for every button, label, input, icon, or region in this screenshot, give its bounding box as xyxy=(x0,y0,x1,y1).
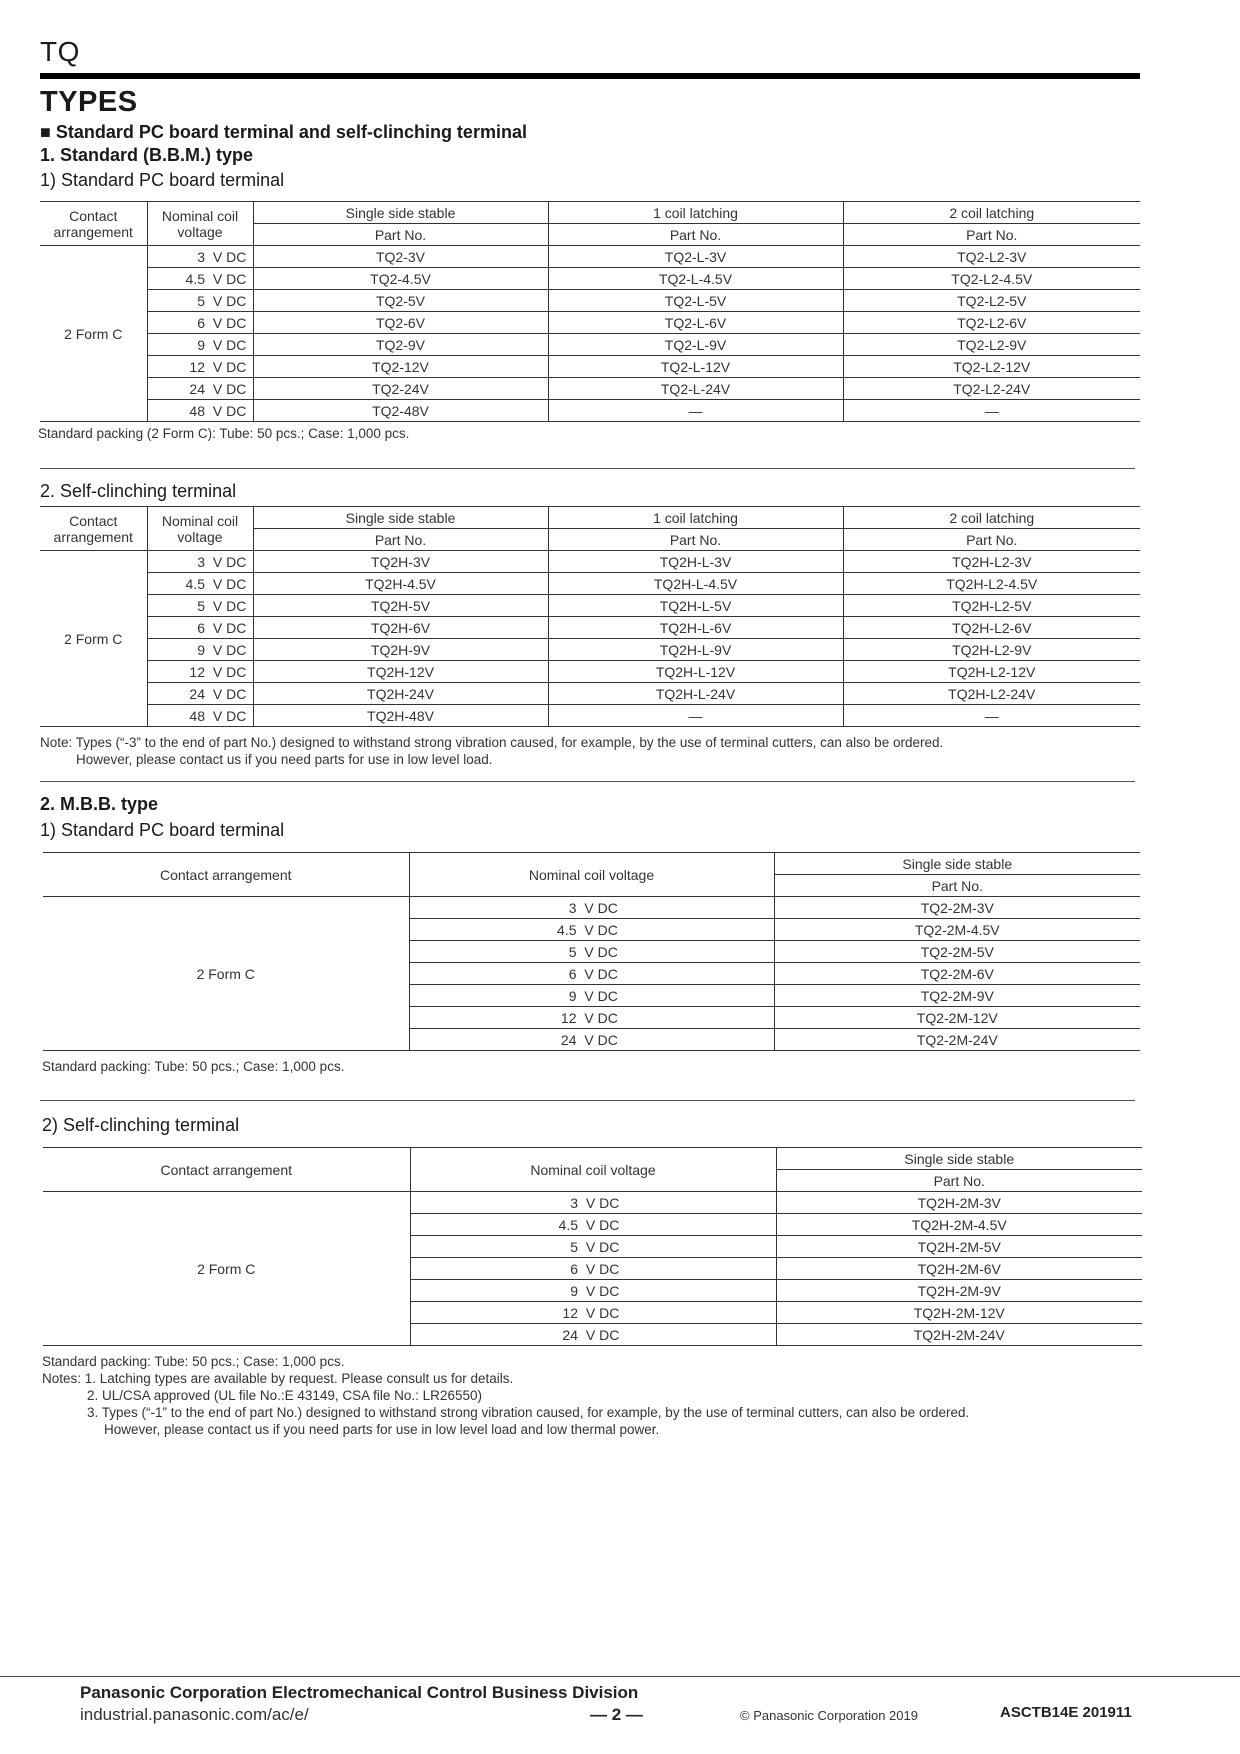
coil-voltage-cell xyxy=(409,941,774,963)
bbm-self-clinching-table xyxy=(40,506,1140,727)
part-no-2-coil-latching: TQ2-L2-12V xyxy=(843,356,1140,378)
table-row xyxy=(40,400,1140,422)
coil-voltage xyxy=(155,552,245,572)
coil-voltage-cell xyxy=(409,1029,774,1051)
table-row xyxy=(40,573,1140,595)
coil-voltage-cell xyxy=(410,1302,776,1324)
part-no-2-coil-latching: TQ2H-L2-6V xyxy=(843,617,1140,639)
voltage-unit: V DC xyxy=(585,1194,620,1211)
part-no-single-side-stable: TQ2H-2M-5V xyxy=(776,1236,1142,1258)
header-part-no: Part No. xyxy=(843,529,1140,551)
voltage-value: 24 xyxy=(562,1326,578,1343)
coil-voltage-cell xyxy=(147,400,253,422)
section-divider xyxy=(40,468,1135,469)
voltage-value: 6 xyxy=(197,619,205,636)
voltage-unit: V DC xyxy=(585,1326,620,1343)
contact-arrangement-cell: 2 Form C xyxy=(43,897,409,1051)
part-no-1-coil-latching: TQ2H-L-12V xyxy=(548,661,843,683)
header-nominal-coil-voltage: Nominal coil voltage xyxy=(147,507,253,551)
coil-voltage xyxy=(155,335,245,355)
part-no-1-coil-latching: TQ2H-L-9V xyxy=(548,639,843,661)
note-line: Notes: 1. Latching types are available by request. Please consult us for details. xyxy=(42,1371,514,1386)
voltage-unit: V DC xyxy=(212,314,247,331)
mbb-self-notes xyxy=(42,1353,969,1438)
voltage-value: 9 xyxy=(570,1282,578,1299)
bbm-self-title: 2. Self-clinching terminal xyxy=(40,481,237,501)
table-row xyxy=(40,334,1140,356)
voltage-value: 24 xyxy=(189,685,205,702)
coil-voltage-cell xyxy=(147,290,253,312)
coil-voltage xyxy=(155,640,245,660)
part-no-1-coil-latching: TQ2-L-6V xyxy=(548,312,843,334)
part-no-single-side-stable: TQ2-6V xyxy=(253,312,548,334)
note-line: However, please contact us if you need parts for use in low level load. xyxy=(76,752,493,767)
header-2-coil-latching: 2 coil latching xyxy=(843,507,1140,529)
header-nominal-coil-voltage: Nominal coil voltage xyxy=(147,202,253,246)
voltage-unit: V DC xyxy=(584,965,618,982)
coil-voltage-cell xyxy=(147,246,253,268)
coil-voltage xyxy=(155,618,245,638)
voltage-unit: V DC xyxy=(585,1304,620,1321)
note-line: 3. Types (“-1” to the end of part No.) designed to withstand strong vibration caused, for example, by the use of terminal cutters, can also be ordered. xyxy=(87,1405,970,1420)
coil-voltage xyxy=(547,986,637,1006)
part-no-single-side-stable: TQ2-3V xyxy=(253,246,548,268)
voltage-unit: V DC xyxy=(585,1238,620,1255)
voltage-unit: V DC xyxy=(212,597,247,614)
part-no-single-side-stable: TQ2-48V xyxy=(253,400,548,422)
voltage-value: 48 xyxy=(189,402,205,419)
part-no-single-side-stable: TQ2H-2M-24V xyxy=(776,1324,1142,1346)
header-nominal-coil-voltage: Nominal coil voltage xyxy=(410,1148,776,1192)
part-no-single-side-stable: TQ2H-12V xyxy=(253,661,548,683)
coil-voltage xyxy=(155,247,245,267)
voltage-unit: V DC xyxy=(584,899,618,916)
voltage-unit: V DC xyxy=(584,987,618,1004)
header-contact-arrangement: Contact arrangement xyxy=(43,853,409,897)
part-no-single-side-stable: TQ2-2M-24V xyxy=(774,1029,1140,1051)
voltage-value: 12 xyxy=(562,1304,578,1321)
coil-voltage-cell xyxy=(147,551,253,573)
mbb-type-title: 2. M.B.B. type xyxy=(40,794,159,814)
page-number: — 2 — xyxy=(590,1705,643,1724)
voltage-unit: V DC xyxy=(212,553,247,570)
coil-voltage xyxy=(548,1259,638,1279)
coil-voltage-cell xyxy=(147,312,253,334)
coil-voltage xyxy=(155,574,245,594)
voltage-unit: V DC xyxy=(584,1009,618,1026)
header-single-side-stable: Single side stable xyxy=(253,202,548,224)
voltage-value: 5 xyxy=(197,292,205,309)
mbb-std-title: 1) Standard PC board terminal xyxy=(40,820,285,840)
coil-voltage xyxy=(155,684,245,704)
voltage-value: 4.5 xyxy=(185,575,205,592)
packing-line: Standard packing: Tube: 50 pcs.; Case: 1,000 pcs. xyxy=(42,1354,345,1369)
part-no-2-coil-latching: TQ2H-L2-5V xyxy=(843,595,1140,617)
part-no-1-coil-latching: TQ2-L-4.5V xyxy=(548,268,843,290)
voltage-unit: V DC xyxy=(212,402,247,419)
part-no-2-coil-latching: TQ2-L2-5V xyxy=(843,290,1140,312)
part-no-1-coil-latching: TQ2H-L-3V xyxy=(548,551,843,573)
coil-voltage-cell xyxy=(409,919,774,941)
table-row xyxy=(40,268,1140,290)
part-no-2-coil-latching: TQ2-L2-6V xyxy=(843,312,1140,334)
table-row xyxy=(40,617,1140,639)
voltage-value: 6 xyxy=(197,314,205,331)
footer-company: Panasonic Corporation Electromechanical Control Business Division xyxy=(80,1683,639,1702)
header-nominal-coil-voltage: Nominal coil voltage xyxy=(409,853,774,897)
part-no-2-coil-latching: TQ2H-L2-12V xyxy=(843,661,1140,683)
voltage-value: 3 xyxy=(197,248,205,265)
voltage-unit: V DC xyxy=(585,1260,620,1277)
voltage-value: 6 xyxy=(570,1260,578,1277)
voltage-unit: V DC xyxy=(212,248,247,265)
coil-voltage-cell xyxy=(410,1324,776,1346)
part-no-single-side-stable: TQ2H-5V xyxy=(253,595,548,617)
voltage-value: 3 xyxy=(568,899,577,916)
header-single-side-stable: Single side stable xyxy=(774,853,1140,875)
voltage-unit: V DC xyxy=(212,292,247,309)
table-row xyxy=(40,595,1140,617)
header-part-no: Part No. xyxy=(548,529,843,551)
coil-voltage xyxy=(547,942,637,962)
voltage-unit: V DC xyxy=(212,707,247,724)
coil-voltage xyxy=(548,1325,638,1345)
voltage-unit: V DC xyxy=(212,380,247,397)
coil-voltage-cell xyxy=(410,1236,776,1258)
part-no-2-coil-latching: — xyxy=(843,705,1140,727)
part-no-1-coil-latching: TQ2H-L-5V xyxy=(548,595,843,617)
table-row xyxy=(40,639,1140,661)
note-line: Note: Types (“-3” to the end of part No.) designed to withstand strong vibration caused, for example, by the use of terminal cutters, can also be ordered. xyxy=(40,735,944,750)
footer-rule xyxy=(0,1676,1240,1677)
coil-voltage xyxy=(155,357,245,377)
mbb-self-title: 2) Self-clinching terminal xyxy=(42,1115,240,1135)
part-no-2-coil-latching: TQ2H-L2-3V xyxy=(843,551,1140,573)
contact-arrangement-cell: 2 Form C xyxy=(40,246,147,422)
part-no-2-coil-latching: TQ2H-L2-9V xyxy=(843,639,1140,661)
part-no-single-side-stable: TQ2H-6V xyxy=(253,617,548,639)
voltage-value: 12 xyxy=(189,663,205,680)
voltage-value: 12 xyxy=(560,1009,577,1026)
coil-voltage xyxy=(155,596,245,616)
table-row xyxy=(40,661,1140,683)
header-contact-arrangement: Contact arrangement xyxy=(43,1148,410,1192)
voltage-value: 12 xyxy=(189,358,205,375)
part-no-1-coil-latching: TQ2-L-24V xyxy=(548,378,843,400)
header-single-side-stable: Single side stable xyxy=(776,1148,1142,1170)
section-divider xyxy=(40,1100,1135,1101)
part-no-single-side-stable: TQ2-2M-3V xyxy=(774,897,1140,919)
section-title: ■ Standard PC board terminal and self-clinching terminal xyxy=(40,122,527,142)
coil-voltage xyxy=(155,313,245,333)
series-name: TQ xyxy=(40,36,80,67)
header-part-no: Part No. xyxy=(253,224,548,246)
voltage-value: 5 xyxy=(570,1238,578,1255)
part-no-1-coil-latching: TQ2H-L-4.5V xyxy=(548,573,843,595)
section-divider xyxy=(40,781,1135,782)
coil-voltage-cell xyxy=(409,897,774,919)
voltage-value: 5 xyxy=(568,943,577,960)
coil-voltage xyxy=(547,1008,637,1028)
part-no-single-side-stable: TQ2H-2M-4.5V xyxy=(776,1214,1142,1236)
coil-voltage-cell xyxy=(147,705,253,727)
voltage-value: 48 xyxy=(189,707,205,724)
voltage-unit: V DC xyxy=(585,1282,620,1299)
part-no-single-side-stable: TQ2-12V xyxy=(253,356,548,378)
header-1-coil-latching: 1 coil latching xyxy=(548,507,843,529)
coil-voltage-cell xyxy=(147,661,253,683)
document-code: ASCTB14E 201911 xyxy=(1000,1704,1132,1721)
header-contact-arrangement: Contact arrangement xyxy=(40,202,147,246)
coil-voltage-cell xyxy=(147,334,253,356)
table-row xyxy=(40,246,1140,268)
voltage-unit: V DC xyxy=(212,685,247,702)
part-no-single-side-stable: TQ2H-3V xyxy=(253,551,548,573)
voltage-unit: V DC xyxy=(212,575,247,592)
part-no-1-coil-latching: TQ2-L-3V xyxy=(548,246,843,268)
header-single-side-stable: Single side stable xyxy=(253,507,548,529)
coil-voltage xyxy=(155,706,245,726)
coil-voltage-cell xyxy=(147,378,253,400)
part-no-single-side-stable: TQ2H-24V xyxy=(253,683,548,705)
bbm-std-packing: Standard packing (2 Form C): Tube: 50 pcs.; Case: 1,000 pcs. xyxy=(38,426,410,441)
part-no-single-side-stable: TQ2H-2M-12V xyxy=(776,1302,1142,1324)
table-row xyxy=(43,897,1140,919)
part-no-2-coil-latching: TQ2-L2-24V xyxy=(843,378,1140,400)
coil-voltage-cell xyxy=(410,1192,776,1214)
part-no-2-coil-latching: TQ2-L2-9V xyxy=(843,334,1140,356)
part-no-single-side-stable: TQ2H-48V xyxy=(253,705,548,727)
coil-voltage xyxy=(155,291,245,311)
coil-voltage xyxy=(155,662,245,682)
part-no-single-side-stable: TQ2H-2M-3V xyxy=(776,1192,1142,1214)
coil-voltage-cell xyxy=(147,356,253,378)
part-no-single-side-stable: TQ2-4.5V xyxy=(253,268,548,290)
header-part-no: Part No. xyxy=(548,224,843,246)
voltage-value: 6 xyxy=(568,965,577,982)
part-no-single-side-stable: TQ2H-4.5V xyxy=(253,573,548,595)
coil-voltage-cell xyxy=(147,683,253,705)
voltage-unit: V DC xyxy=(212,336,247,353)
part-no-single-side-stable: TQ2H-2M-6V xyxy=(776,1258,1142,1280)
bbm-type-title: 1. Standard (B.B.M.) type xyxy=(40,145,254,165)
bbm-std-title: 1) Standard PC board terminal xyxy=(40,170,285,190)
part-no-1-coil-latching: TQ2-L-12V xyxy=(548,356,843,378)
coil-voltage xyxy=(547,1030,637,1050)
voltage-value: 9 xyxy=(568,987,577,1004)
coil-voltage xyxy=(547,964,637,984)
header-part-no: Part No. xyxy=(774,875,1140,897)
voltage-unit: V DC xyxy=(212,358,247,375)
table-row xyxy=(40,356,1140,378)
voltage-value: 3 xyxy=(197,553,205,570)
part-no-single-side-stable: TQ2-2M-4.5V xyxy=(774,919,1140,941)
header-contact-arrangement: Contact arrangement xyxy=(40,507,147,551)
part-no-single-side-stable: TQ2-24V xyxy=(253,378,548,400)
part-no-1-coil-latching: TQ2-L-9V xyxy=(548,334,843,356)
part-no-2-coil-latching: — xyxy=(843,400,1140,422)
header-rule xyxy=(40,73,1140,79)
header-1-coil-latching: 1 coil latching xyxy=(548,202,843,224)
coil-voltage-cell xyxy=(410,1258,776,1280)
coil-voltage xyxy=(155,379,245,399)
voltage-value: 9 xyxy=(197,641,205,658)
table-row xyxy=(40,705,1140,727)
voltage-unit: V DC xyxy=(212,641,247,658)
note-line: However, please contact us if you need parts for use in low level load and low thermal power. xyxy=(104,1422,660,1437)
table-row xyxy=(40,378,1140,400)
table-row xyxy=(40,290,1140,312)
part-no-1-coil-latching: TQ2H-L-6V xyxy=(548,617,843,639)
coil-voltage xyxy=(548,1303,638,1323)
coil-voltage xyxy=(548,1193,638,1213)
coil-voltage-cell xyxy=(409,963,774,985)
voltage-unit: V DC xyxy=(585,1216,620,1233)
part-no-1-coil-latching: TQ2-L-5V xyxy=(548,290,843,312)
coil-voltage xyxy=(155,269,245,289)
table-row xyxy=(40,683,1140,705)
coil-voltage-cell xyxy=(409,985,774,1007)
coil-voltage-cell xyxy=(147,639,253,661)
part-no-2-coil-latching: TQ2-L2-3V xyxy=(843,246,1140,268)
voltage-value: 3 xyxy=(570,1194,578,1211)
coil-voltage-cell xyxy=(147,617,253,639)
mbb-std-packing: Standard packing: Tube: 50 pcs.; Case: 1,000 pcs. xyxy=(42,1059,345,1074)
contact-arrangement-cell: 2 Form C xyxy=(40,551,147,727)
note-line: 2. UL/CSA approved (UL file No.:E 43149, CSA file No.: LR26550) xyxy=(87,1388,482,1403)
voltage-unit: V DC xyxy=(584,1031,618,1048)
part-no-1-coil-latching: — xyxy=(548,705,843,727)
voltage-value: 24 xyxy=(189,380,205,397)
bbm-standard-table xyxy=(40,201,1140,422)
part-no-single-side-stable: TQ2-5V xyxy=(253,290,548,312)
coil-voltage-cell xyxy=(410,1214,776,1236)
coil-voltage xyxy=(155,401,245,421)
footer-url[interactable]: industrial.panasonic.com/ac/e/ xyxy=(80,1705,309,1724)
coil-voltage-cell xyxy=(409,1007,774,1029)
coil-voltage xyxy=(547,898,637,918)
part-no-2-coil-latching: TQ2-L2-4.5V xyxy=(843,268,1140,290)
coil-voltage-cell xyxy=(147,573,253,595)
header-part-no: Part No. xyxy=(843,224,1140,246)
coil-voltage xyxy=(547,920,637,940)
coil-voltage xyxy=(548,1281,638,1301)
page-title: TYPES xyxy=(40,86,138,118)
coil-voltage-cell xyxy=(147,595,253,617)
table-row xyxy=(40,312,1140,334)
footer-copyright: © Panasonic Corporation 2019 xyxy=(740,1708,918,1723)
voltage-unit: V DC xyxy=(584,943,618,960)
part-no-2-coil-latching: TQ2H-L2-4.5V xyxy=(843,573,1140,595)
mbb-standard-table xyxy=(43,852,1140,1051)
part-no-single-side-stable: TQ2-2M-6V xyxy=(774,963,1140,985)
header-2-coil-latching: 2 coil latching xyxy=(843,202,1140,224)
contact-arrangement-cell: 2 Form C xyxy=(43,1192,410,1346)
table-row xyxy=(43,1192,1142,1214)
voltage-unit: V DC xyxy=(584,921,618,938)
coil-voltage xyxy=(548,1215,638,1235)
header-part-no: Part No. xyxy=(253,529,548,551)
voltage-unit: V DC xyxy=(212,663,247,680)
voltage-value: 9 xyxy=(197,336,205,353)
voltage-value: 4.5 xyxy=(185,270,205,287)
part-no-single-side-stable: TQ2-2M-9V xyxy=(774,985,1140,1007)
part-no-1-coil-latching: — xyxy=(548,400,843,422)
coil-voltage xyxy=(548,1237,638,1257)
part-no-2-coil-latching: TQ2H-L2-24V xyxy=(843,683,1140,705)
coil-voltage-cell xyxy=(410,1280,776,1302)
part-no-single-side-stable: TQ2-2M-5V xyxy=(774,941,1140,963)
voltage-value: 4.5 xyxy=(558,1216,578,1233)
mbb-self-clinching-table xyxy=(43,1147,1142,1346)
header-part-no: Part No. xyxy=(776,1170,1142,1192)
table-row xyxy=(40,551,1140,573)
part-no-single-side-stable: TQ2-9V xyxy=(253,334,548,356)
part-no-single-side-stable: TQ2H-9V xyxy=(253,639,548,661)
voltage-unit: V DC xyxy=(212,619,247,636)
voltage-value: 24 xyxy=(560,1031,577,1048)
coil-voltage-cell xyxy=(147,268,253,290)
bbm-self-note xyxy=(40,734,943,768)
voltage-unit: V DC xyxy=(212,270,247,287)
voltage-value: 4.5 xyxy=(557,921,577,938)
part-no-single-side-stable: TQ2H-2M-9V xyxy=(776,1280,1142,1302)
part-no-1-coil-latching: TQ2H-L-24V xyxy=(548,683,843,705)
voltage-value: 5 xyxy=(197,597,205,614)
part-no-single-side-stable: TQ2-2M-12V xyxy=(774,1007,1140,1029)
